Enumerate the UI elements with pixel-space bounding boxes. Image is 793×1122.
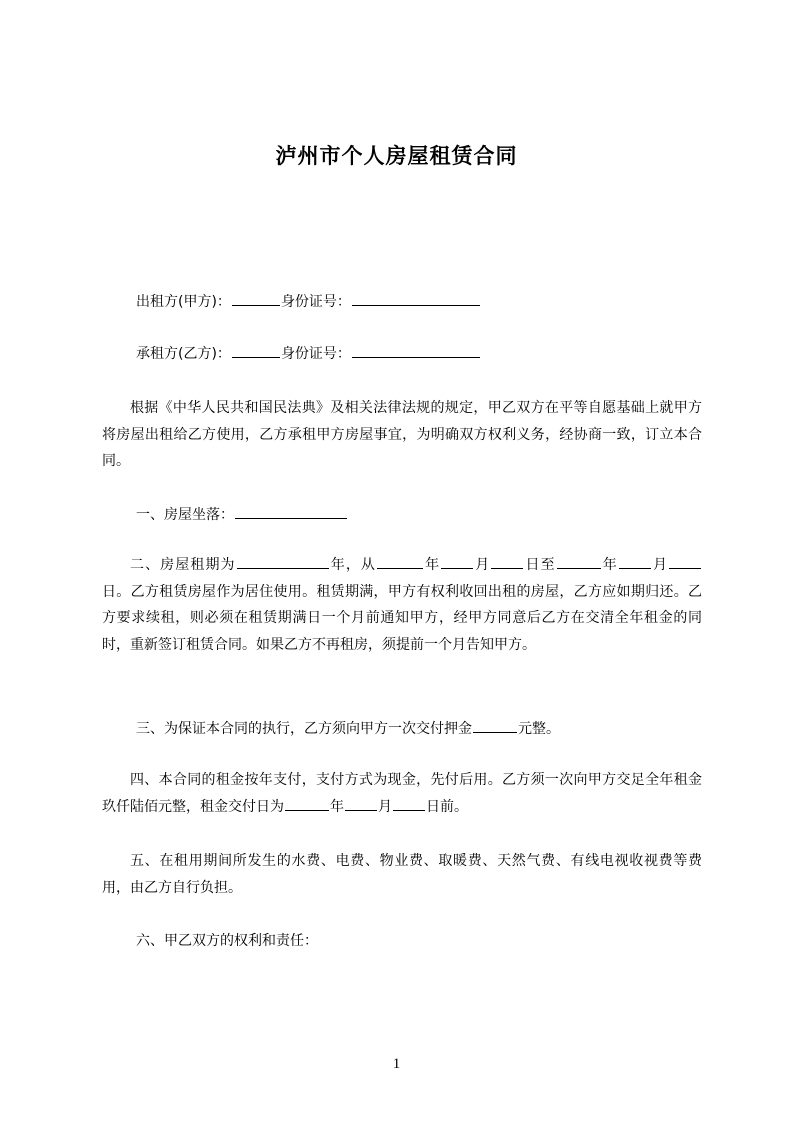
lessee-label: 承租方(乙方)： [136,346,231,362]
clause-2-month-1: 月 [474,557,491,573]
deposit-blank[interactable] [473,718,517,733]
clause-4-month: 月 [378,798,392,815]
clause-2-month-2: 月 [651,557,669,573]
lessor-line [136,291,481,312]
lessor-id-blank[interactable] [352,291,480,306]
lessee-name-blank[interactable] [232,343,280,358]
lessee-id-blank[interactable] [352,343,480,358]
location-blank[interactable] [235,504,347,519]
clause-4-tail: 日前。 [426,798,468,815]
clause-2-lead: 二、房屋租期为 [130,557,236,573]
clause-2 [102,552,702,658]
lessee-id-label: 身份证号： [280,346,351,362]
payment-month-blank[interactable] [345,796,377,811]
page-number: 1 [392,1056,401,1072]
lessor-id-label: 身份证号： [280,294,351,310]
lessee-line [136,343,481,364]
clause-5: 五、在租用期间所发生的水费、电费、物业费、取暖费、天然气费、有线电视收视费等费用，由乙方自行负担。 [102,853,702,896]
clause-2-year-2: 年 [601,557,618,573]
end-day-blank[interactable] [669,554,701,569]
intro-paragraph: 根据《中华人民共和国民法典》及相关法律法规的规定，甲乙双方在平等自愿基础上就甲方将房屋出租给乙方使用，乙方承租甲方房屋事宜，为明确双方权利义务，经协商一致，订立本合同。 [102,400,702,469]
clause-2-rest: 日。乙方租赁房屋作为居住使用。租赁期满，甲方有权利收回出租的房屋，乙方应如期归还。乙方要求续租，则必须在租赁期满日一个月前通知甲方，经甲方同意后乙方在交清全年租金的同时，重新签订租赁合同。如果乙方不再租房，须提前一个月告知甲方。 [102,583,702,653]
clause-4 [102,767,702,820]
clause-2-day-to: 日至 [524,557,556,573]
clause-2-year-from: 年，从 [329,557,377,573]
document-title: 泸州市个人房屋租赁合同 [275,144,518,168]
clause-1 [136,504,348,525]
clause-1-label: 一、房屋坐落： [136,507,234,523]
start-month-blank[interactable] [441,554,473,569]
lessor-name-blank[interactable] [232,291,280,306]
clause-6: 六、甲乙双方的权利和责任： [136,933,318,949]
clause-2-year-1: 年 [424,557,441,573]
clause-3 [136,718,560,739]
payment-day-blank[interactable] [393,796,425,811]
clause-3-lead: 三、为保证本合同的执行，乙方须向甲方一次交付押金 [136,721,472,737]
clause-3-tail: 元整。 [518,721,560,737]
clause-4-lead: 四、本合同的租金按年支付，支付方式为现金，先付后用。乙方须一次向甲方交足全年租金玖仟陆佰元整，租金交付日为 [102,772,702,815]
term-years-blank[interactable] [237,554,329,569]
clause-4-year: 年 [330,798,344,815]
start-day-blank[interactable] [491,554,523,569]
lessor-label: 出租方(甲方)： [136,294,231,310]
payment-year-blank[interactable] [285,796,329,811]
start-year-blank[interactable] [377,554,423,569]
end-year-blank[interactable] [557,554,601,569]
end-month-blank[interactable] [619,554,651,569]
